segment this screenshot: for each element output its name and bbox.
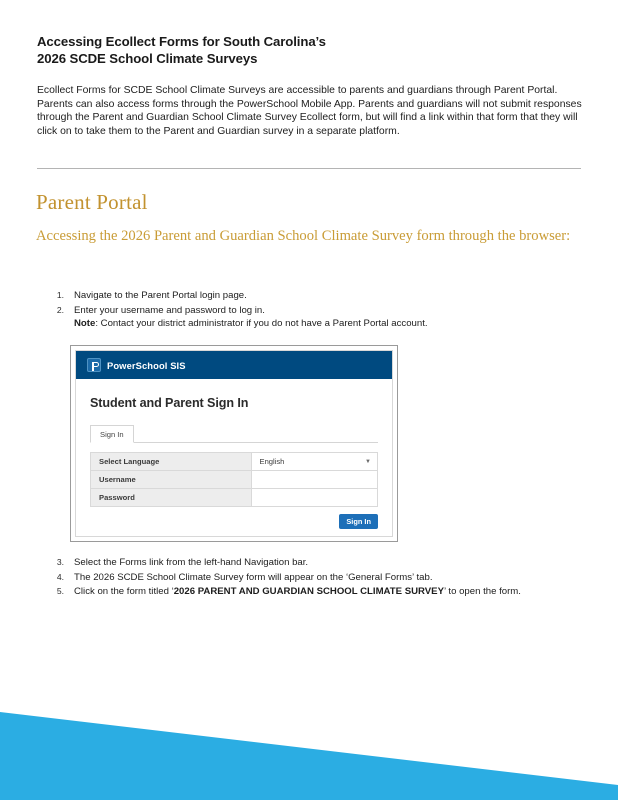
chevron-down-icon: ▼ [365, 458, 371, 465]
list-item [46, 304, 566, 330]
tab-sign-in[interactable]: Sign In [90, 425, 134, 443]
steps-list-top [46, 289, 566, 332]
step5-form-name: 2026 PARENT AND GUARDIAN SCHOOL CLIMATE SURVEY [173, 586, 444, 598]
list-item-number: 1. [56, 290, 64, 300]
list-item [46, 585, 591, 598]
list-item [46, 289, 566, 302]
powerschool-logo-icon [87, 358, 101, 372]
powerschool-header-bar [76, 351, 392, 379]
list-item-label: Select the Forms link from the left-hand Navigation bar. [74, 557, 309, 568]
steps-list-bottom [46, 556, 591, 600]
username-label: Username [91, 471, 252, 489]
table-row [91, 471, 378, 489]
page-title-line-2: 2026 SCDE School Climate Surveys [37, 50, 258, 66]
signin-tabstrip [90, 424, 378, 443]
select-language-value: English [259, 457, 285, 466]
password-input[interactable] [252, 489, 378, 506]
list-item-label: Enter your username and password to log in. [74, 304, 265, 316]
password-cell [251, 489, 378, 507]
table-row [91, 453, 378, 471]
table-row [91, 489, 378, 507]
note-text: : Contact your district administrator if you do not have a Parent Portal account. [95, 317, 428, 329]
select-language-label: Select Language [91, 453, 252, 471]
signin-page-title: Student and Parent Sign In [90, 396, 249, 410]
section-subheading: Accessing the 2026 Parent and Guardian School Climate Survey form through the browser: [36, 228, 571, 244]
username-input[interactable] [252, 471, 378, 488]
section-heading: Parent Portal [36, 190, 148, 214]
sign-in-button[interactable]: Sign In [339, 514, 378, 529]
password-label: Password [91, 489, 252, 507]
wedge-shape [0, 712, 618, 800]
select-language-dropdown[interactable] [252, 453, 378, 470]
username-cell [251, 471, 378, 489]
step5-prefix: Click on the form titled ‘ [74, 586, 174, 598]
select-language-cell [251, 453, 378, 471]
decorative-blue-wedge [0, 690, 618, 800]
note-label: Note [74, 317, 96, 329]
list-item-label: Navigate to the Parent Portal login page. [74, 290, 247, 301]
page-title [37, 34, 577, 67]
section-divider [37, 168, 581, 169]
list-item-label: The 2026 SCDE School Climate Survey form will appear on the ‘General Forms’ tab. [74, 571, 433, 583]
powerschool-login-screenshot [70, 345, 398, 542]
list-item-number: 3. [56, 557, 64, 567]
powerschool-brand-label: PowerSchool SIS [107, 359, 186, 371]
list-item-number: 4. [56, 571, 64, 582]
signin-footer [90, 514, 378, 533]
signin-form-table [90, 452, 378, 507]
list-item-number: 5. [56, 586, 64, 597]
page-title-line-1: Accessing Ecollect Forms for South Carolina’s [37, 34, 326, 49]
screenshot-frame [75, 350, 393, 537]
list-item-number: 2. [56, 304, 64, 315]
note-line [74, 317, 566, 330]
list-item [46, 556, 591, 569]
list-item-label [74, 585, 591, 598]
list-item [46, 571, 591, 584]
intro-paragraph: Ecollect Forms for SCDE School Climate Surveys are accessible to parents and guardians through Parent Portal. Parents can also access forms through the PowerSchool Mobile App. Parents and guardians will not submit responses through the Parent and Guardian School Climate Survey Ecollect form, but will find a link within that form that they will click on to take them to the Parent and Guardian survey in a separate platform. [37, 85, 582, 137]
step5-suffix: ’ to open the form. [443, 586, 521, 598]
powerschool-body [76, 396, 392, 533]
